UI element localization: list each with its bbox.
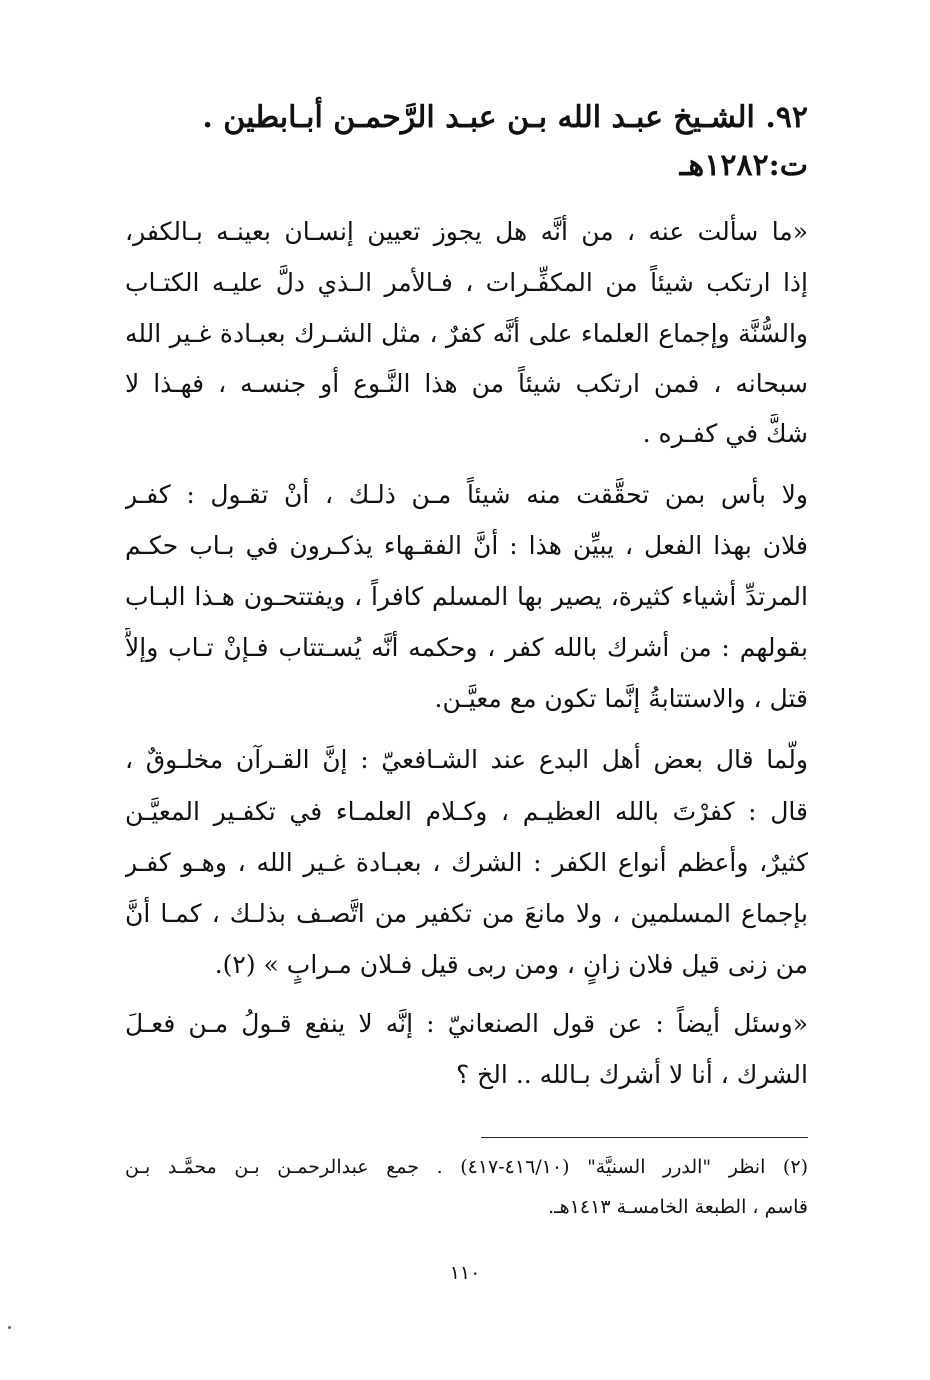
paragraph-2-line: ولا بأس بمن تحقَّقت منه شيئاً مـن ذلـك ، أنْ تقـول : كفـر [125, 480, 808, 509]
scan-speck [8, 1326, 11, 1329]
entry-heading: ٩٢. الشـيخ عبـد الله بـن عبـد الرَّحمـن أبـابطين . [202, 100, 808, 135]
paragraph-1-line: إذا ارتكب شيئاً من المكفِّـرات ، فـالأمر الـذي دلَّ عليـه الكتـاب [125, 268, 808, 297]
paragraph-1-line: «ما سألت عنه ، من أنَّه هل يجوز تعيين إنسـان بعينـه بـالكفر، [125, 217, 808, 246]
footnote-separator [481, 1137, 808, 1138]
paragraph-2-line: المرتدِّ أشياء كثيرة، يصير بها المسلم كافراً ، ويفتتحـون هـذا البـاب [125, 582, 808, 611]
footnote-line: (٢) انظر "الدرر السنيَّة" (٤١٦/١٠-٤١٧) . جمع عبدالرحمـن بـن محمَّـد بـن [125, 1156, 808, 1178]
page-number: ١١٠ [449, 1262, 481, 1284]
paragraph-3-line: ولَّما قال بعض أهل البدع عند الشـافعيّ : إنَّ القـرآن مخلـوقٌ ، [125, 745, 808, 774]
paragraph-4-line: «وسئل أيضاً : عن قول الصنعانيّ : إنَّه لا ينفع قـولُ مـن فعـلَ [125, 1009, 808, 1038]
paragraph-1-line: والسُّنَّة وإجماع العلماء على أنَّه كفرٌ ، مثل الشـرك بعبـادة غـير الله [125, 319, 808, 348]
footnote-line: قاسم ، الطبعة الخامسـة ١٤١٣هـ. [548, 1196, 808, 1218]
paragraph-3-line: بإجماع المسلمين ، ولا مانعَ من تكفير من اتَّصـف بذلـك ، كمـا أنَّ [125, 899, 808, 928]
paragraph-3-line: من زنى قيل فلان زانٍ ، ومن ربى قيل فـلان مـرابٍ » (٢). [214, 950, 808, 979]
paragraph-1-line: شكَّ في كفـره . [642, 419, 808, 448]
entry-death-date: ت:١٢٨٢هـ [679, 148, 808, 183]
paragraph-4-line: الشرك ، أنا لا أشرك بـالله .. الخ ؟ [455, 1060, 808, 1089]
paragraph-3-line: كثيرٌ، وأعظم أنواع الكفر : الشرك ، بعبـادة غـير الله ، وهـو كفـر [125, 848, 808, 877]
paragraph-2-line: قتل ، والاستتابةُ إنَّما تكون مع معيَّـن. [434, 684, 808, 713]
paragraph-1-line: سبحانه ، فمن ارتكب شيئاً من هذا النَّـوع أو جنسـه ، فهـذا لا [125, 369, 808, 398]
paragraph-2-line: بقولهم : من أشرك بالله كفر ، وحكمه أنَّه يُسـتتاب فـإنْ تـاب وإلاَّ [125, 633, 808, 662]
paragraph-2-line: فلان بهذا الفعل ، يبيِّن هذا : أنَّ الفقـهاء يذكـرون في بـاب حكـم [125, 531, 808, 560]
paragraph-3-line: قال : كفرْتَ بالله العظيـم ، وكـلام العلمـاء في تكفـير المعيَّـن [125, 797, 808, 826]
